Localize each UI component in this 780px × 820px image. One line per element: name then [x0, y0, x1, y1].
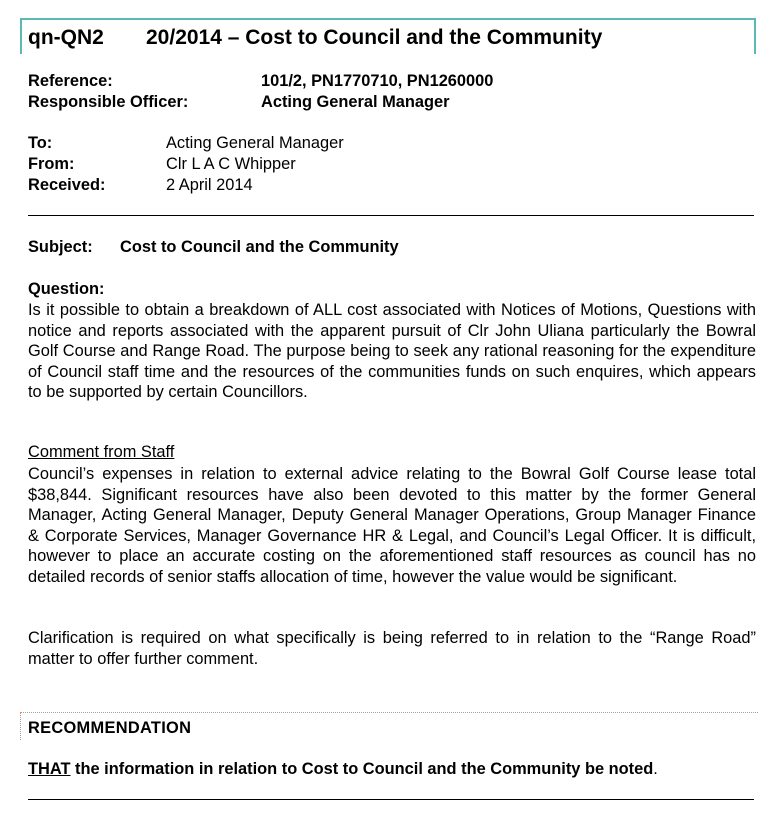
divider-bottom — [28, 799, 754, 800]
subject-text: Cost to Council and the Community — [120, 238, 399, 256]
comment-paragraph-2: Clarification is required on what specifically is being referred to in relation to the “Range Road” matter to offer further comment. — [28, 629, 756, 668]
officer-label: Responsible Officer: — [28, 93, 189, 111]
to-label: To: — [28, 134, 53, 152]
title-bar — [20, 18, 756, 54]
question-label: Question: — [28, 280, 105, 298]
to-value: Acting General Manager — [166, 134, 344, 152]
comment-heading: Comment from Staff — [28, 443, 175, 461]
received-value: 2 April 2014 — [166, 176, 253, 194]
recommendation-divider — [20, 712, 758, 713]
recommendation-body: the information in relation to Cost to Council and the Community be noted — [70, 760, 654, 778]
divider-top — [28, 215, 754, 216]
question-text: Is it possible to obtain a breakdown of ALL cost associated with Notices of Motions, Questions with notice and reports associated with the apparent pursuit of Clr John Uliana particularly the Bowral Golf Course and Range Road. The purpose being to seek any rational reasoning for the expenditure of Council staff time and the resources of the communities funds on such enquires, which appears to be supported by certain Councillors. — [28, 301, 756, 401]
comment-paragraph-1: Council’s expenses in relation to external advice relating to the Bowral Golf Course lease total $38,844. Significant resources have also been devoted to this matter by the former General Manager, Acting General Manager, Deputy General Manager Operations, Group Manager Finance & Corporate Services, Manager Governance HR & Legal, and Council’s Legal Officer. It is difficult, however to place an accurate costing on the aforementioned staff resources as council has no detailed records of senior staffs allocation of time, however the value would be significant. — [28, 465, 756, 586]
subject-label: Subject: — [28, 238, 93, 256]
page-title: 20/2014 – Cost to Council and the Community — [146, 26, 603, 49]
reference-value: 101/2, PN1770710, PN1260000 — [261, 72, 494, 90]
recommendation-side-marker — [20, 712, 21, 740]
recommendation-heading: RECOMMENDATION — [28, 719, 192, 737]
from-label: From: — [28, 155, 75, 173]
officer-value: Acting General Manager — [261, 93, 450, 111]
reference-label: Reference: — [28, 72, 113, 90]
recommendation-period: . — [653, 760, 658, 778]
from-value: Clr L A C Whipper — [166, 155, 296, 173]
recommendation-text — [28, 760, 658, 779]
item-code: qn-QN2 — [28, 26, 104, 49]
received-label: Received: — [28, 176, 106, 194]
recommendation-that: THAT — [28, 760, 71, 778]
